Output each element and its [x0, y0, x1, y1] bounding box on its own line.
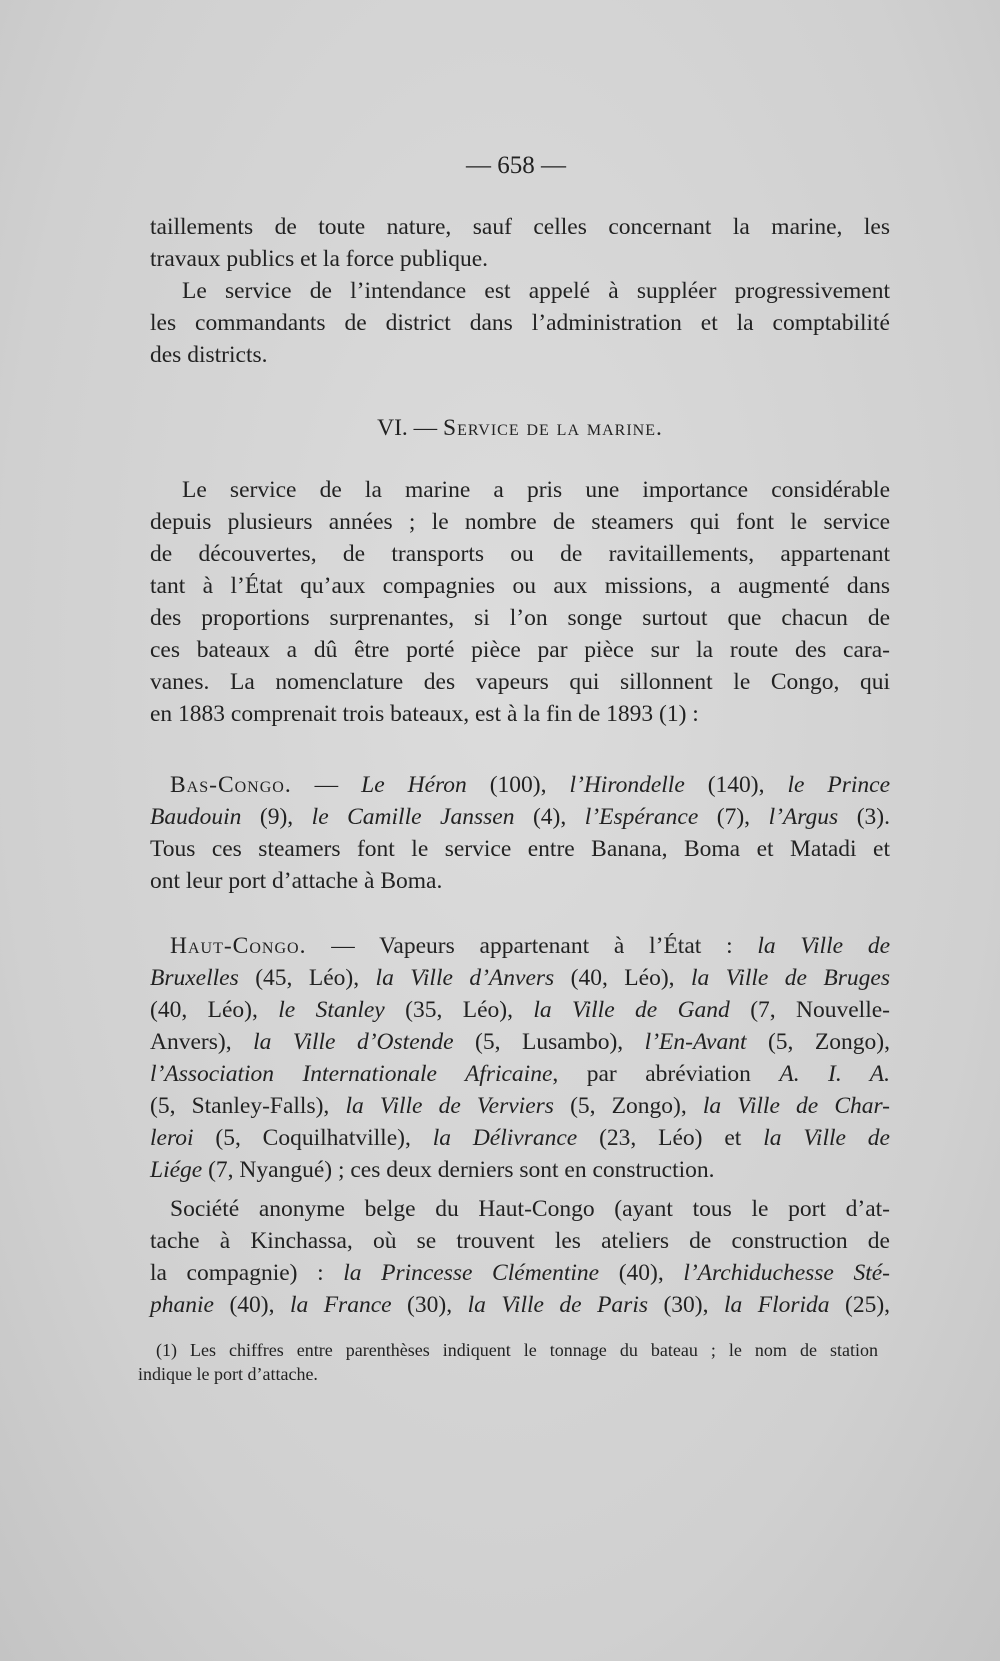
- ship-name: l’Association Internationale Africaine: [150, 1061, 553, 1087]
- text-line: Tous ces steamers font le service entre Banana, Boma et Matadi et: [150, 836, 890, 862]
- text-line: des districts.: [150, 342, 268, 368]
- marine-paragraph: [150, 474, 890, 730]
- text-line: travaux publics et la force publique.: [150, 246, 489, 272]
- text-line: en 1883 comprenait trois bateaux, est à la fin de 1893 (1) :: [150, 701, 699, 727]
- text-line: tant à l’État qu’aux compagnies ou aux missions, a augmenté dans: [150, 573, 890, 599]
- text-line: Bruxelles (45, Léo), la Ville d’Anvers (40, Léo), la Ville de Bruges: [150, 965, 890, 991]
- text-line: Le service de l’intendance est appelé à suppléer progressivement: [182, 278, 890, 304]
- intro-paragraph: [150, 211, 890, 371]
- text-line: Haut-Congo. — Vapeurs appartenant à l’État : la Ville de: [170, 933, 890, 959]
- text-line: phanie (40), la France (30), la Ville de Paris (30), la Florida (25),: [150, 1292, 891, 1318]
- text-line: leroi (5, Coquilhatville), la Délivrance (23, Léo) et la Ville de: [150, 1125, 890, 1151]
- ship-name: la Ville de: [757, 933, 890, 959]
- ship-name: Baudouin: [150, 804, 242, 830]
- text-line: des proportions surprenantes, si l’on songe surtout que chacun de: [150, 605, 890, 631]
- text-line: Société anonyme belge du Haut-Congo (ayant tous le port d’at-: [170, 1196, 890, 1222]
- ship-name: l’En-Avant: [644, 1029, 747, 1055]
- ship-name: l’Archiduchesse Sté-: [683, 1260, 890, 1286]
- ship-name: la Ville de Char-: [702, 1093, 891, 1119]
- text-line: la compagnie) : la Princesse Clémentine (40), l’Archiduchesse Sté-: [150, 1260, 890, 1286]
- abbreviation: A. I. A.: [779, 1061, 890, 1087]
- text-line: de découvertes, de transports ou de ravitaillements, appartenant: [150, 541, 890, 567]
- footnote-line: (1) Les chiffres entre parenthèses indiquent le tonnage du bateau ; le nom de station: [156, 1340, 878, 1360]
- ship-name: la Ville d’Anvers: [375, 965, 555, 991]
- ship-name: la Ville de: [763, 1125, 890, 1151]
- ship-name: Bruxelles: [150, 965, 239, 991]
- section-number: VI. —: [377, 415, 438, 441]
- ship-name: la Princesse Clémentine: [343, 1260, 600, 1286]
- section-title: Service de la marine.: [443, 415, 663, 441]
- ship-name: l’Argus: [768, 804, 839, 830]
- ship-name: Le Héron: [361, 772, 467, 798]
- text-line: Le service de la marine a pris une importance considérable: [182, 477, 890, 503]
- text-line: tache à Kinchassa, où se trouvent les ateliers de construction de: [150, 1228, 890, 1254]
- ship-name: l’Hirondelle: [569, 772, 685, 798]
- bas-congo-paragraph: [150, 769, 890, 897]
- text-line: l’Association Internationale Africaine, par abréviation A. I. A.: [150, 1061, 890, 1087]
- ship-name: phanie: [150, 1292, 214, 1318]
- text-line: taillements de toute nature, sauf celles concernant la marine, les: [150, 214, 890, 240]
- text-line: Anvers), la Ville d’Ostende (5, Lusambo), l’En-Avant (5, Zongo),: [150, 1029, 890, 1055]
- page-number: — 658 —: [466, 152, 566, 179]
- haut-congo-paragraph: [150, 930, 890, 1186]
- text-line: vanes. La nomenclature des vapeurs qui sillonnent le Congo, qui: [150, 669, 890, 695]
- text-line: Bas-Congo. — Le Héron (100), l’Hirondelle (140), le Prince: [170, 772, 891, 798]
- region-label: Bas-Congo.: [170, 772, 292, 798]
- ship-name: le Prince: [787, 772, 891, 798]
- ship-name: la Ville de Paris: [467, 1292, 648, 1318]
- ship-name: leroi: [150, 1125, 194, 1151]
- footnote: [138, 1338, 878, 1386]
- text-line: ces bateaux a dû être porté pièce par pièce sur la route des cara-: [150, 637, 890, 663]
- text-line: Baudouin (9), le Camille Janssen (4), l’Espérance (7), l’Argus (3).: [150, 804, 890, 830]
- ship-name: la Ville de Bruges: [690, 965, 890, 991]
- societe-paragraph: [150, 1193, 890, 1321]
- ship-name: la Ville de Gand: [533, 997, 730, 1023]
- ship-name: la Ville de Verviers: [345, 1093, 554, 1119]
- ship-name: le Camille Janssen: [311, 804, 515, 830]
- region-label: Haut-Congo.: [170, 933, 307, 959]
- ship-name: la France: [289, 1292, 392, 1318]
- ship-name: Liége: [150, 1157, 203, 1183]
- text-line: Liége (7, Nyangué) ; ces deux derniers sont en construction.: [150, 1157, 715, 1183]
- ship-name: l’Espérance: [584, 804, 699, 830]
- text-line: les commandants de district dans l’administration et la comptabilité: [150, 310, 890, 336]
- ship-name: la Délivrance: [432, 1125, 578, 1151]
- section-heading: [150, 412, 890, 444]
- footnote-line: indique le port d’attache.: [138, 1364, 318, 1384]
- text-line: ont leur port d’attache à Boma.: [150, 868, 443, 894]
- ship-name: le Stanley: [278, 997, 385, 1023]
- ship-name: la Ville d’Ostende: [253, 1029, 454, 1055]
- text-line: (5, Stanley-Falls), la Ville de Verviers (5, Zongo), la Ville de Char-: [150, 1093, 891, 1119]
- text-line: depuis plusieurs années ; le nombre de steamers qui font le service: [150, 509, 890, 535]
- ship-name: la Florida: [723, 1292, 830, 1318]
- text-line: (40, Léo), le Stanley (35, Léo), la Ville de Gand (7, Nouvelle-: [150, 997, 891, 1023]
